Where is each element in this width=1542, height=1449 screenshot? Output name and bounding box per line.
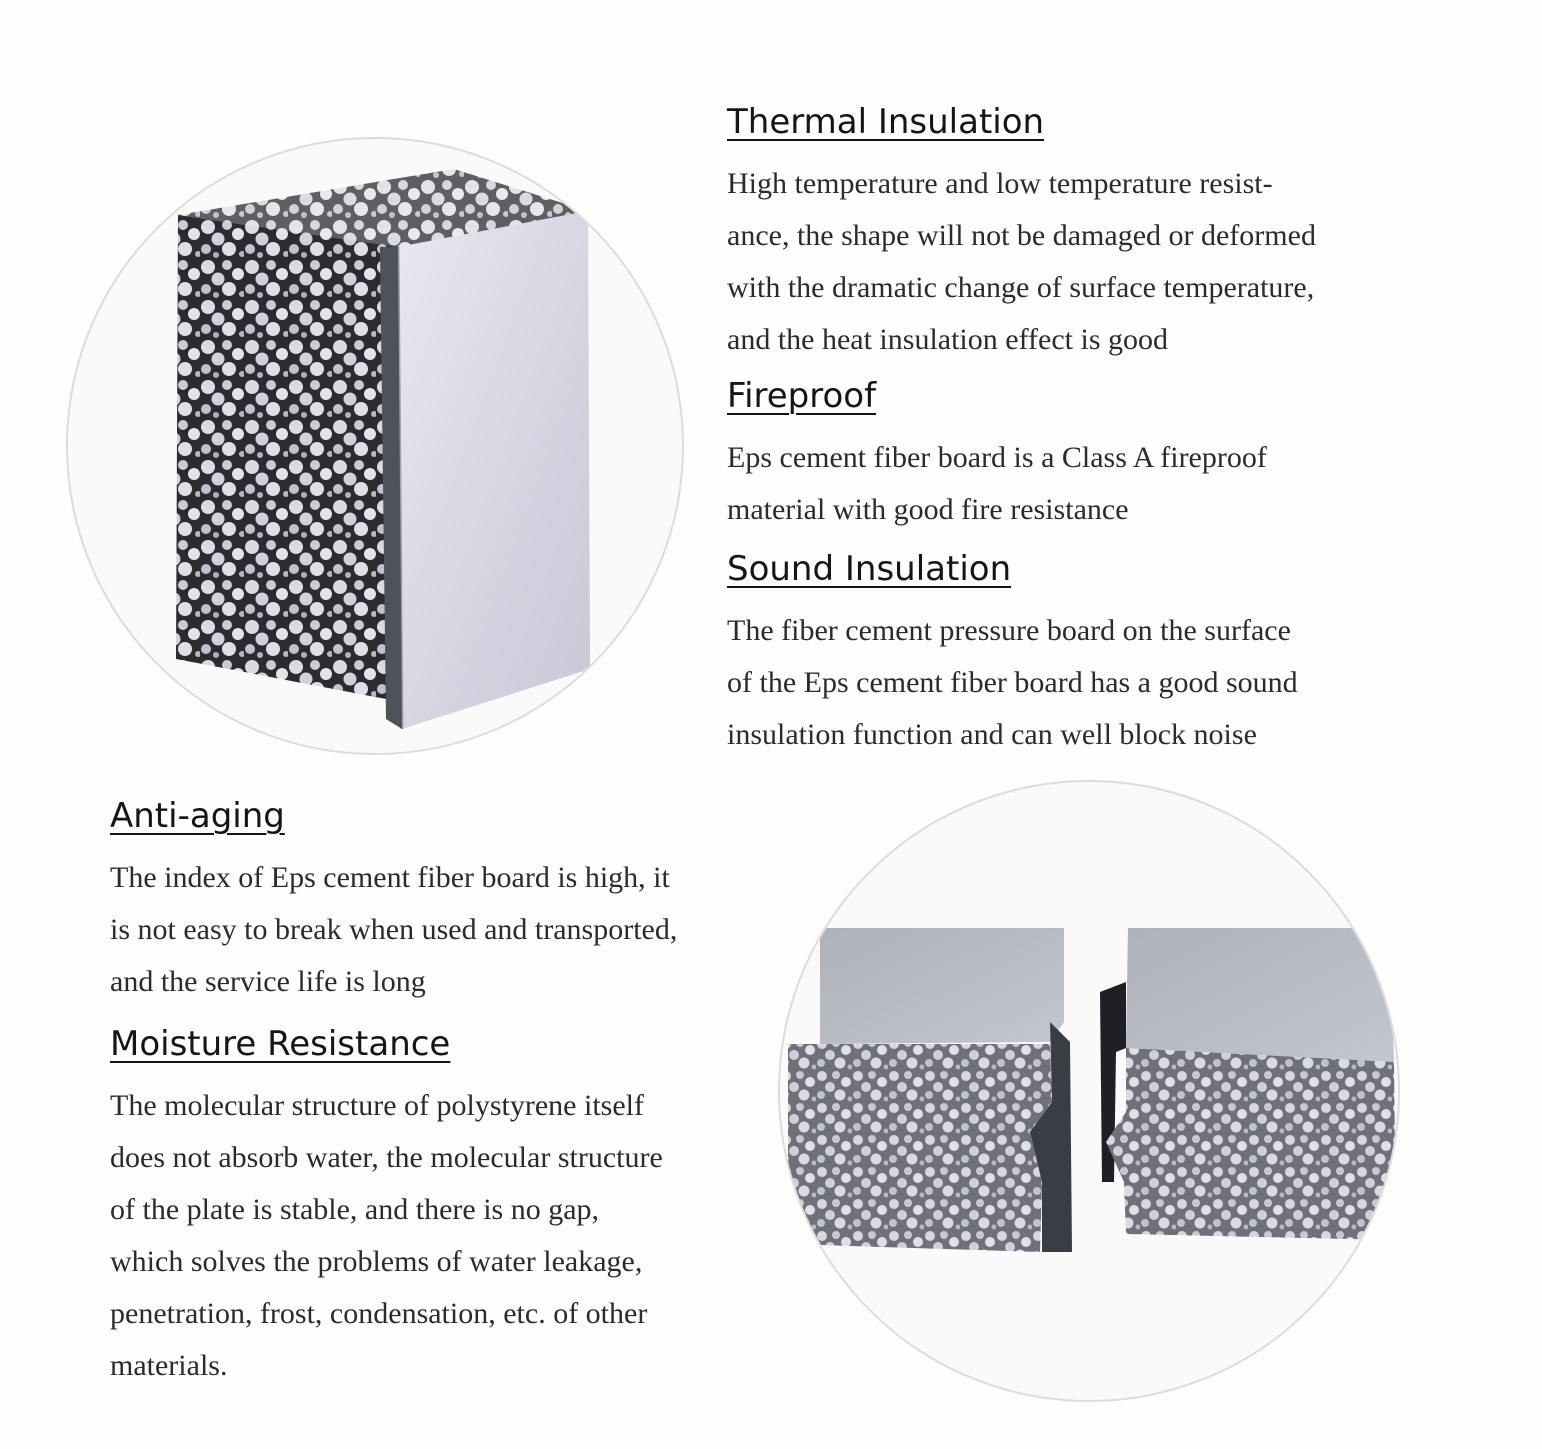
- text-line: of the plate is stable, and there is no gap,: [110, 1193, 600, 1226]
- text-line: material with good fire resistance: [727, 493, 1129, 526]
- fireproof-heading: Fireproof: [727, 376, 877, 416]
- moisture-resistance-heading: Moisture Resistance: [110, 1024, 451, 1064]
- text-line: The fiber cement pressure board on the surface: [727, 614, 1291, 647]
- sound-insulation-section: [727, 547, 1298, 761]
- text-line: The index of Eps cement fiber board is high, it: [110, 861, 670, 894]
- board-block-illustration: [68, 139, 682, 753]
- fireproof-text: [727, 432, 1267, 536]
- text-line: insulation function and can well block noise: [727, 718, 1257, 751]
- text-line: with the dramatic change of surface temperature,: [727, 271, 1315, 304]
- text-line: and the heat insulation effect is good: [727, 323, 1168, 356]
- board-block-image: [66, 137, 684, 755]
- moisture-resistance-section: [110, 1022, 663, 1392]
- text-line: High temperature and low temperature resist-: [727, 167, 1273, 200]
- board-pieces-image: [778, 780, 1400, 1402]
- moisture-resistance-text: [110, 1080, 663, 1392]
- text-line: which solves the problems of water leakage,: [110, 1245, 643, 1278]
- sound-insulation-heading: Sound Insulation: [727, 549, 1012, 589]
- text-line: is not easy to break when used and transported,: [110, 913, 678, 946]
- anti-aging-text: [110, 852, 677, 1008]
- thermal-insulation-heading: Thermal Insulation: [727, 102, 1045, 142]
- thermal-insulation-section: [727, 100, 1316, 366]
- text-line: of the Eps cement fiber board has a good sound: [727, 666, 1298, 699]
- text-line: ance, the shape will not be damaged or deformed: [727, 219, 1316, 252]
- text-line: The molecular structure of polystyrene itself: [110, 1089, 644, 1122]
- text-line: penetration, frost, condensation, etc. of other: [110, 1297, 648, 1330]
- fireproof-section: [727, 374, 1267, 536]
- sound-insulation-text: [727, 605, 1298, 761]
- text-line: and the service life is long: [110, 965, 426, 998]
- board-pieces-illustration: [780, 782, 1398, 1400]
- thermal-insulation-text: [727, 158, 1316, 366]
- text-line: does not absorb water, the molecular structure: [110, 1141, 663, 1174]
- text-line: Eps cement fiber board is a Class A fireproof: [727, 441, 1267, 474]
- anti-aging-section: [110, 794, 677, 1008]
- text-line: materials.: [110, 1349, 228, 1382]
- anti-aging-heading: Anti-aging: [110, 796, 285, 836]
